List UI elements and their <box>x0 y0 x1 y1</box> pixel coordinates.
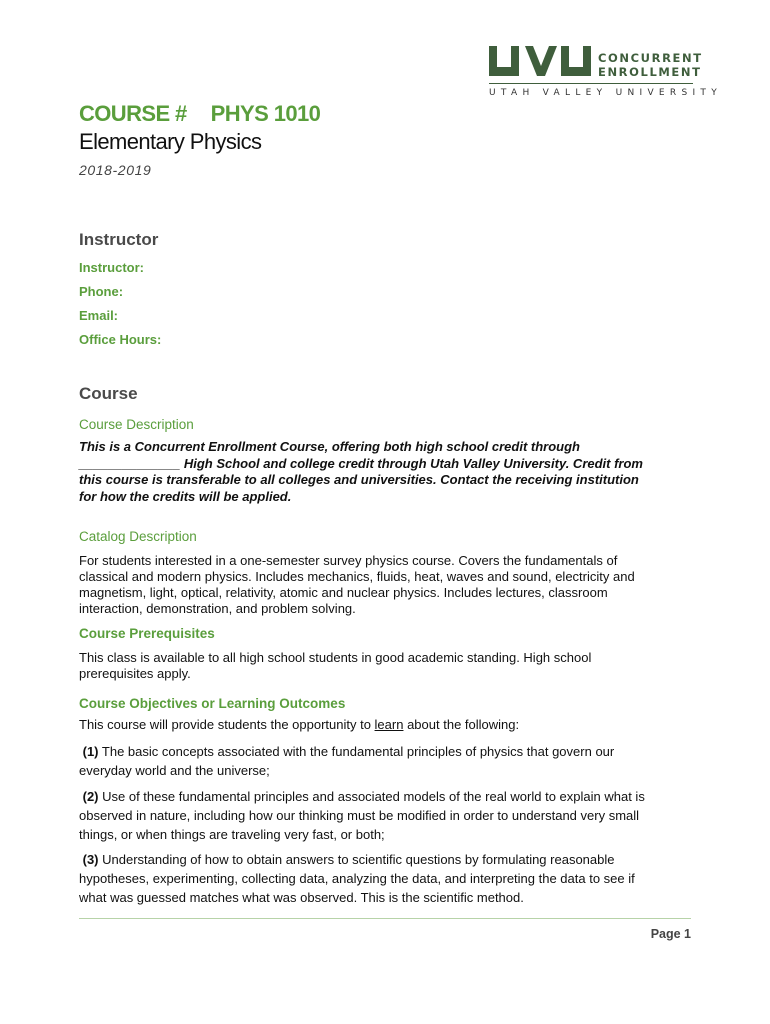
description-line: ______________ High School and college credit through Utah Valley University. Credit from <box>79 455 643 471</box>
objective-line: everyday world and the universe; <box>79 763 270 778</box>
objectives-intro <box>79 717 691 733</box>
logo-line-concurrent: CONCURRENT <box>598 51 703 65</box>
catalog-line: classical and modern physics. Includes mechanics, fluids, heat, waves and sound, electricity and <box>79 569 635 584</box>
course-prerequisites-text <box>79 650 691 682</box>
course-title: Elementary Physics <box>79 129 262 154</box>
office-hours-field-label: Office Hours: <box>79 332 162 347</box>
objective-line: The basic concepts associated with the fundamental principles of physics that govern our <box>98 744 615 759</box>
prereq-line: This class is available to all high school students in good academic standing. High school <box>79 650 592 665</box>
academic-year: 2018-2019 <box>79 162 152 178</box>
instructor-heading: Instructor <box>79 230 159 249</box>
description-line: this course is transferable to all colleges and universities. Contact the receiving institution <box>79 472 639 487</box>
objective-line: hypotheses, experimenting, collecting data, analyzing the data, and interpreting the data to see if <box>79 871 635 886</box>
logo-university-name: UTAH VALLEY UNIVERSITY <box>489 88 723 98</box>
course-description-text <box>79 439 691 505</box>
uvu-logo-mark <box>489 46 593 78</box>
prereq-line: prerequisites apply. <box>79 666 191 681</box>
description-line: for how the credits will be applied. <box>79 488 292 504</box>
objective-line: observed in nature, including how our thinking must be modified in order to understand very small <box>79 808 640 823</box>
course-objectives-label: Course Objectives or Learning Outcomes <box>79 696 346 711</box>
objective-line: Use of these fundamental principles and associated models of the real world to explain what is <box>98 789 645 804</box>
course-heading: Course <box>79 384 138 403</box>
objective-line: Understanding of how to obtain answers to scientific questions by formulating reasonable <box>98 852 615 867</box>
description-line: This is a Concurrent Enrollment Course, offering both high school credit through <box>79 439 581 454</box>
catalog-line: interaction, demonstration, and problem solving. <box>79 601 356 616</box>
objectives-intro-text: about the following: <box>403 717 520 732</box>
objective-number: (1) <box>82 744 99 759</box>
footer-divider <box>79 918 691 919</box>
objective-item-1 <box>79 742 691 780</box>
logo-divider <box>489 83 693 84</box>
catalog-description-label: Catalog Description <box>79 529 197 544</box>
phone-field-label: Phone: <box>79 284 124 299</box>
instructor-field-label: Instructor: <box>79 260 144 275</box>
page-number: Page 1 <box>650 927 691 941</box>
catalog-line: For students interested in a one-semester survey physics course. Covers the fundamentals of <box>79 553 618 568</box>
objective-item-3 <box>79 850 691 907</box>
course-number: PHYS 1010 <box>210 101 321 126</box>
objectives-intro-text: This course will provide students the opportunity to <box>79 717 375 732</box>
objective-item-2 <box>79 787 691 844</box>
catalog-description-text <box>79 553 691 617</box>
course-label: COURSE # <box>79 101 187 126</box>
course-code <box>79 101 320 127</box>
logo-line-enrollment: ENROLLMENT <box>598 65 702 79</box>
course-description-label: Course Description <box>79 417 194 432</box>
logo-concurrent-enrollment-text <box>598 51 703 79</box>
objective-line: things, or when things are traveling very fast, or both; <box>79 827 385 842</box>
objective-line: what was guessed matches what was observed. This is the scientific method. <box>79 890 524 905</box>
objective-number: (3) <box>82 852 99 867</box>
learn-underlined-word: learn <box>374 717 404 732</box>
objective-number: (2) <box>82 789 99 804</box>
catalog-line: magnetism, light, optical, relativity, atomic and nuclear physics. Includes lectures, classroom <box>79 585 608 600</box>
uvu-concurrent-enrollment-logo <box>489 46 723 102</box>
course-prerequisites-label: Course Prerequisites <box>79 626 215 641</box>
email-field-label: Email: <box>79 308 119 323</box>
